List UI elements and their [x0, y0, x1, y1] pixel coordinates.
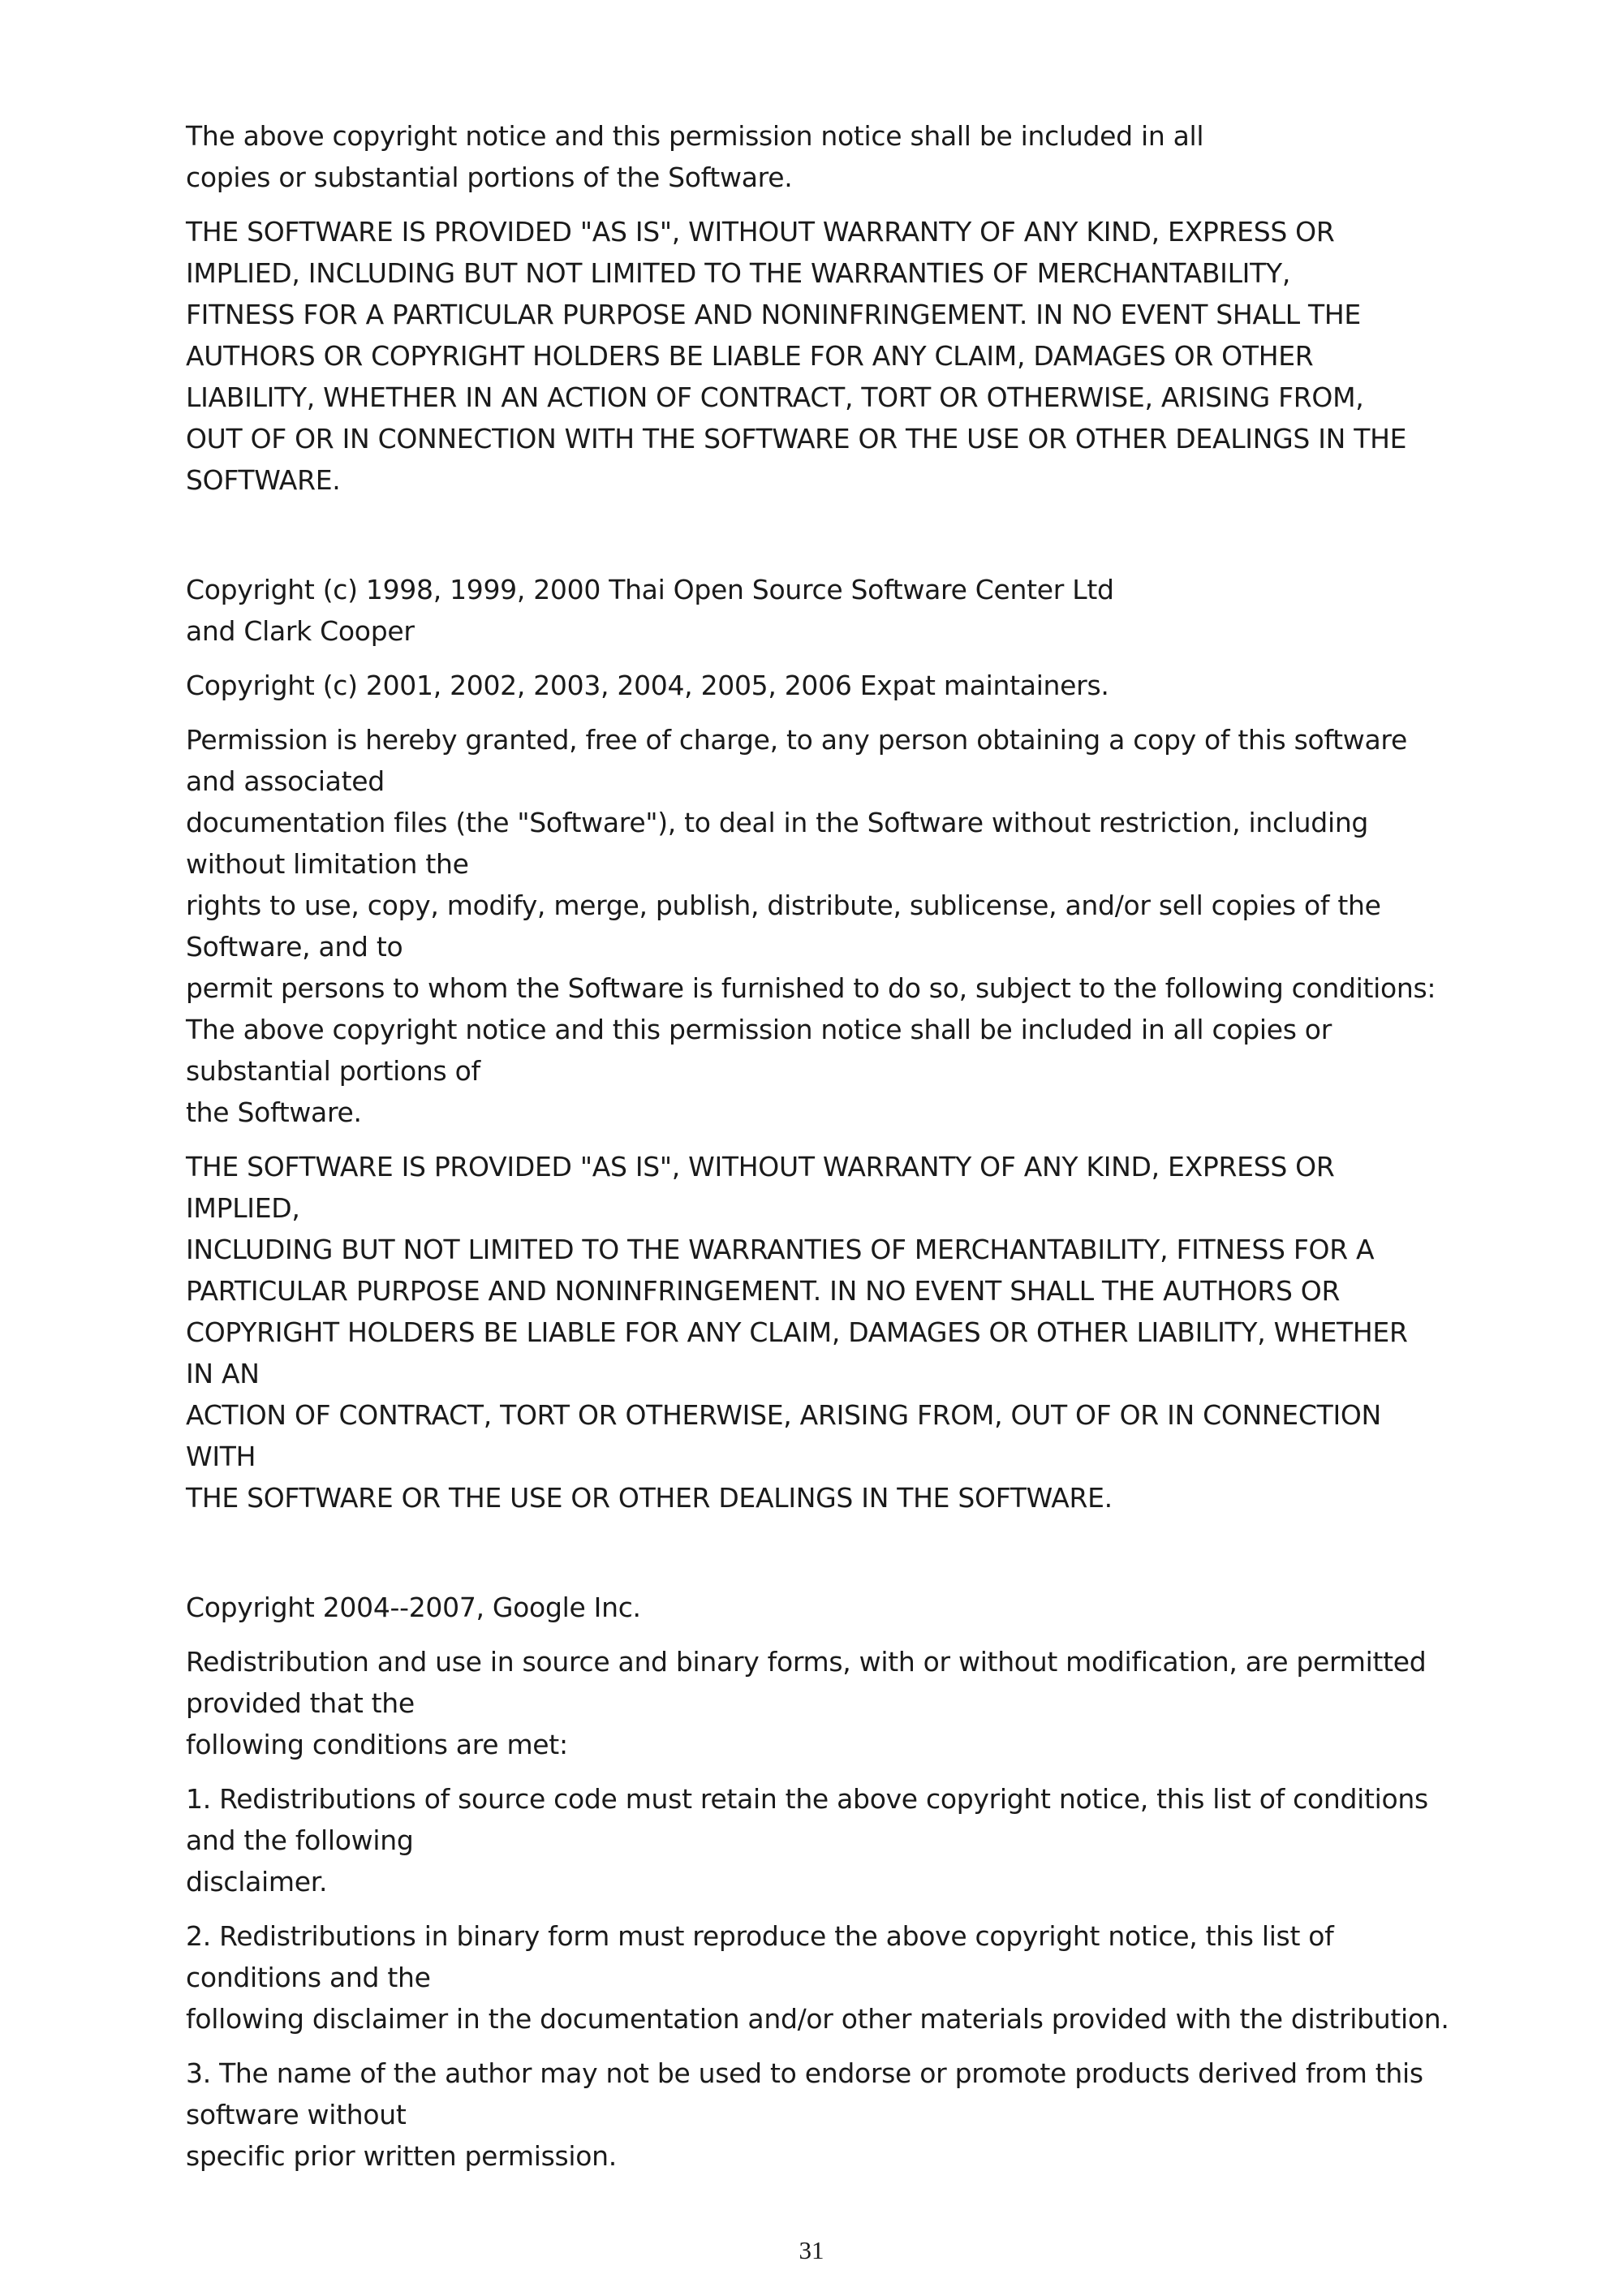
list-item-condition-1 [186, 1778, 1484, 1902]
text-line: Permission is hereby granted, free of charge, to any person obtaining a copy of this software [186, 724, 1407, 756]
text-line: rights to use, copy, modify, merge, publish, distribute, sublicense, and/or sell copies of the [186, 890, 1381, 921]
text-line: FITNESS FOR A PARTICULAR PURPOSE AND NONINFRINGEMENT. IN NO EVENT SHALL THE [186, 299, 1361, 330]
text-line: 1. Redistributions of source code must retain the above copyright notice, this list of conditions [186, 1783, 1428, 1815]
text-line: documentation files (the "Software"), to deal in the Software without restriction, including [186, 807, 1369, 838]
text-line: provided that the [186, 1687, 415, 1719]
text-line: following conditions are met: [186, 1729, 568, 1760]
text-line: 2. Redistributions in binary form must reproduce the above copyright notice, this list of [186, 1920, 1334, 1952]
text-line: ACTION OF CONTRACT, TORT OR OTHERWISE, ARISING FROM, OUT OF OR IN CONNECTION [186, 1399, 1381, 1431]
paragraph-warranty-disclaimer [186, 1146, 1484, 1518]
text-line: The above copyright notice and this permission notice shall be included in all copies or [186, 1014, 1332, 1045]
paragraph-copyright-expat [186, 665, 1484, 706]
text-line: The above copyright notice and this permission notice shall be included in all [186, 120, 1204, 152]
section-mit-notice [186, 115, 1484, 501]
text-line: specific prior written permission. [186, 2140, 617, 2172]
text-line: Copyright (c) 2001, 2002, 2003, 2004, 2005, 2006 Expat maintainers. [186, 670, 1109, 701]
text-line: THE SOFTWARE IS PROVIDED "AS IS", WITHOUT WARRANTY OF ANY KIND, EXPRESS OR [186, 216, 1335, 248]
text-line: COPYRIGHT HOLDERS BE LIABLE FOR ANY CLAIM, DAMAGES OR OTHER LIABILITY, WHETHER [186, 1316, 1408, 1348]
text-line: AUTHORS OR COPYRIGHT HOLDERS BE LIABLE FOR ANY CLAIM, DAMAGES OR OTHER [186, 340, 1314, 372]
text-line: IMPLIED, [186, 1192, 300, 1224]
page-number: 31 [799, 2236, 824, 2264]
paragraph-warranty-disclaimer [186, 211, 1484, 501]
text-line: SOFTWARE. [186, 464, 341, 496]
text-line: PARTICULAR PURPOSE AND NONINFRINGEMENT. IN NO EVENT SHALL THE AUTHORS OR [186, 1275, 1341, 1307]
section-spacer [186, 514, 1484, 569]
text-line: substantial portions of [186, 1055, 480, 1087]
text-line: INCLUDING BUT NOT LIMITED TO THE WARRANTIES OF MERCHANTABILITY, FITNESS FOR A [186, 1234, 1375, 1265]
section-spacer [186, 1531, 1484, 1587]
text-line: Copyright (c) 1998, 1999, 2000 Thai Open Source Software Center Ltd [186, 574, 1114, 605]
text-line: and Clark Cooper [186, 615, 415, 647]
text-line: disclaimer. [186, 1866, 328, 1898]
text-line: Redistribution and use in source and binary forms, with or without modification, are permitted [186, 1646, 1427, 1678]
text-line: and the following [186, 1824, 414, 1856]
text-line: 3. The name of the author may not be used to endorse or promote products derived from this [186, 2057, 1423, 2089]
paragraph-copyright-thai [186, 569, 1484, 652]
text-line: the Software. [186, 1096, 362, 1128]
section-expat-license [186, 569, 1484, 1518]
text-line: and associated [186, 765, 385, 797]
list-item-condition-2 [186, 1915, 1484, 2040]
text-line: without limitation the [186, 848, 469, 880]
text-line: software without [186, 2099, 407, 2130]
paragraph-permission [186, 719, 1484, 1133]
text-line: copies or substantial portions of the Software. [186, 162, 793, 193]
paragraph-copyright-google [186, 1587, 1484, 1628]
text-line: Copyright 2004--2007, Google Inc. [186, 1592, 641, 1623]
text-line: WITH [186, 1441, 256, 1472]
text-line: permit persons to whom the Software is furnished to do so, subject to the following conditions: [186, 972, 1436, 1004]
text-line: Software, and to [186, 931, 403, 963]
text-line: IMPLIED, INCLUDING BUT NOT LIMITED TO THE WARRANTIES OF MERCHANTABILITY, [186, 257, 1291, 289]
text-line: conditions and the [186, 1962, 431, 1993]
text-line: THE SOFTWARE OR THE USE OR OTHER DEALINGS IN THE SOFTWARE. [186, 1482, 1113, 1514]
text-line: following disclaimer in the documentation and/or other materials provided with the distribution. [186, 2003, 1449, 2035]
paragraph-redistribution [186, 1641, 1484, 1765]
text-line: IN AN [186, 1358, 260, 1389]
paragraph-notice [186, 115, 1484, 198]
text-line: THE SOFTWARE IS PROVIDED "AS IS", WITHOUT WARRANTY OF ANY KIND, EXPRESS OR [186, 1151, 1335, 1182]
text-line: LIABILITY, WHETHER IN AN ACTION OF CONTRACT, TORT OR OTHERWISE, ARISING FROM, [186, 381, 1364, 413]
text-line: OUT OF OR IN CONNECTION WITH THE SOFTWARE OR THE USE OR OTHER DEALINGS IN THE [186, 423, 1407, 454]
list-item-condition-3 [186, 2053, 1484, 2177]
section-google-license [186, 1587, 1484, 2177]
license-document [186, 115, 1484, 2190]
